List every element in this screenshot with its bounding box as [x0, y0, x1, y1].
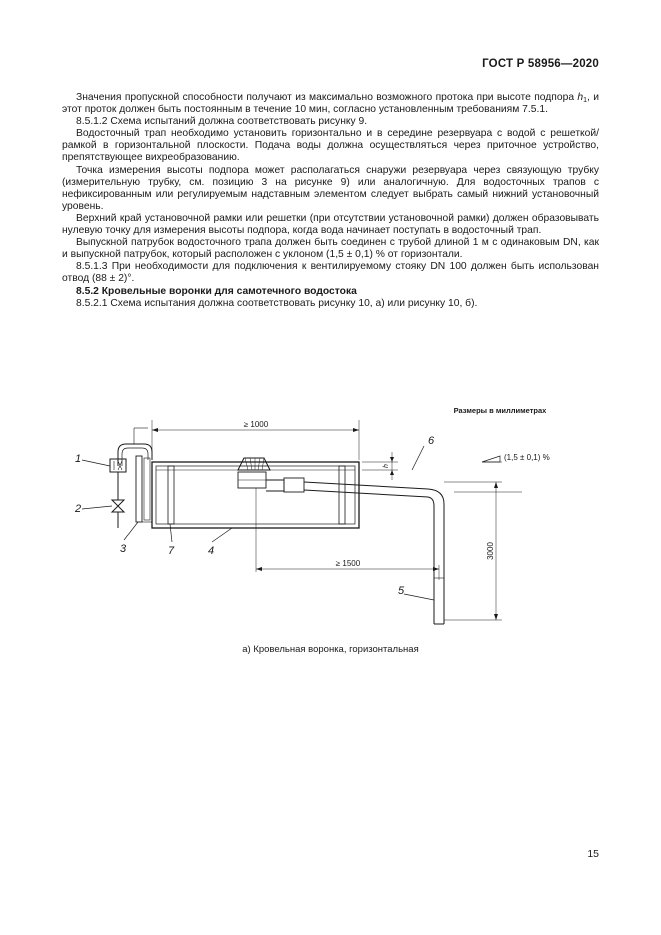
paragraph-throughput: [62, 92, 599, 116]
body-text: [62, 92, 599, 310]
callout-5: 5: [398, 585, 405, 597]
dimension-vertical-label: 3000: [486, 542, 495, 560]
variable-subscript: 1: [583, 97, 588, 104]
units-note: Размеры в миллиметрах: [453, 406, 547, 415]
callout-4: 4: [208, 545, 215, 557]
page-number: 15: [587, 848, 599, 860]
callout-7: 7: [168, 545, 175, 557]
paragraph-8-5-1-2: 8.5.1.2 Схема испытаний должна соответствовать рисунку 9.: [76, 116, 368, 128]
variable-h: h: [577, 92, 584, 103]
dimension-top: [152, 420, 359, 460]
paragraph-text: , и этот проток должен быть постоянным в течение 10 мин, согласно установленным требованиям 7.5.1.: [62, 92, 599, 116]
callout-3: 3: [120, 543, 127, 555]
dimension-bottom: [256, 488, 439, 580]
paragraph-drain-install: Водосточный трап необходимо установить горизонтально и в середине резервуара с водой с решеткой/рамкой в горизонтальной плоскости. Подача воды должна осуществляться через приточное устройство, препятствующее вихреобразованию.: [62, 128, 599, 164]
paragraph-text: Значения пропускной способности получают из максимально возможного протока при высоте подпора: [76, 92, 578, 103]
section-heading-8-5-2: 8.5.2 Кровельные воронки для самотечного водостока: [76, 285, 357, 297]
paragraph-outlet: Выпускной патрубок водосточного трапа должен быть соединен с трубой длиной 1 м с одинаковым DN, как и выпускной патрубок, который расположен с уклоном (1,5 ± 0,1) % от горизонтали.: [62, 237, 599, 261]
figure-caption: а) Кровельная воронка, горизонтальная: [242, 644, 419, 655]
dimension-bottom-label: ≥ 1500: [335, 559, 361, 568]
paragraph-8-5-2-1: 8.5.2.1 Схема испытания должна соответствовать рисунку 10, а) или рисунку 10, б).: [76, 297, 478, 309]
document-header: ГОСТ Р 58956—2020: [482, 58, 599, 70]
paragraph-zero-point: Верхний край установочной рамки или решетки (при отсутствии установочной рамки) должен образовывать нулевую точку для измерения высоты подпора, когда вода начинает поступать в водосточный трап.: [62, 212, 599, 237]
callout-1: 1: [75, 453, 82, 465]
supply-assembly: [110, 428, 152, 528]
slope-indicator: [454, 453, 550, 492]
test-scheme-figure: [62, 400, 599, 630]
dimension-vertical: [444, 482, 502, 620]
dimension-h: [362, 452, 398, 480]
callouts: [74, 435, 435, 600]
test-scheme-drawing: [62, 400, 599, 630]
callout-2: 2: [75, 503, 82, 515]
callout-6: 6: [428, 435, 435, 447]
dimension-top-label: ≥ 1000: [243, 420, 269, 429]
h-label: h: [383, 464, 390, 468]
paragraph-8-5-1-3: 8.5.1.3 При необходимости для подключения к вентилируемому стояку DN 100 должен быть использован отвод (88 ± 2)°.: [62, 261, 599, 285]
slope-label: (1,5 ± 0,1) %: [504, 453, 550, 462]
paragraph-measure-point: Точка измерения высоты подпора может располагаться снаружи резервуара через связующую трубку (измерительную трубку, см. позицию 3 на рисунке 9) или аналогичную. Для водосточных трапов с нефиксированным или регулируемым надставным элементом следует выбрать самый нижний установочный уровень.: [62, 164, 599, 212]
